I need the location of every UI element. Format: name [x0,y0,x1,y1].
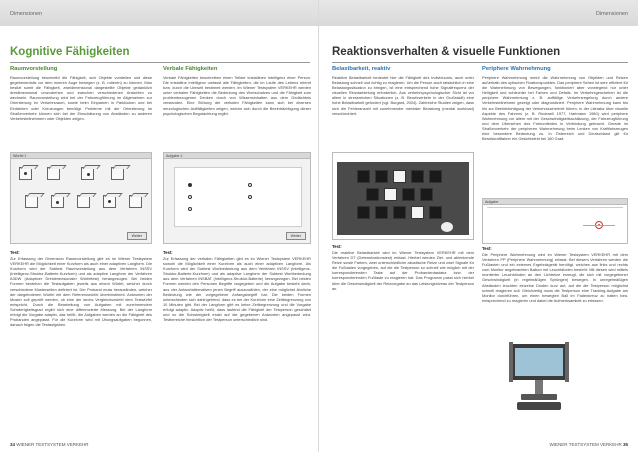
panel-title: Würfel 1 [13,153,27,158]
column-heading: Verbale Fähigkeiten [163,66,218,72]
verbal-test-screenshot [163,152,311,244]
panel-title: Aufgabe 1 [166,153,183,158]
test-label: Test: [163,250,173,255]
answer-cube [25,195,38,208]
column-verbale-faehigkeiten [163,66,311,157]
test-text: Zur Erfassung der Dimension Raumvorstellung gibt es im Wiener Testsystem VERKEHR die Möglichkeit einer Kurzform als auch einer adaptiven Langform. Die Kurzform wird der Subtest Raumvorstellung aus dem Verfahren INSSV (Intelligenz-Struktur-Batterie-Kurzform) und als adaptive Langform der Verfahren A3DW (Adaptiver Dreidimensionaler Würfeltest) herangezogen. Bei beiden Formen bestehen die Testaufgaben jeweils aus einem Würfel, welcher durch verschiedene Musterseiten definiert ist. Der Proband muss herausfinden, welcher der dargebotenen Würfel mit dem Referenzwürfel übereinstimmt. Antworten der Muster soll geprüft werden, ob eine der sechs Vergleichswürfel dem Testwürfel entspricht. Durch die Bearbeitung von Aufgaben mit zunehmendem Schwierigkeitsgrad ergibt sich eine differenzierte Messung. Bei der Langform erfolgt die Vorgabe adaptiv, das heißt, die Aufgaben werden an die Fähigkeit des Probanden angepasst. Für die Kurzform wird mit Übungsaufgaben begonnen, danach folgen die Testaufgaben. [10,256,152,328]
column-heading: Belastbarkeit, reaktiv [332,66,391,72]
divider [10,62,310,63]
section-tag: Dimensionen [595,11,628,17]
right-page [319,0,638,452]
column-text: Raumvorstellung beschreibt die Fähigkeit, sich Objekte vorstellen und diese gegebenenfalls vor dem inneren Auge bewegen (z. B. rotieren) zu können. Man besitzt somit die Fähigkeit, zweidimensional dargestellte Objekte gedanklich dreidimensional umzudrehen und zwischen verschiedenen Ansichten zu wechseln. Raumvorstellung wird bei der Fahrzeugführung im Allgemeinen zur Orientierung im Verkehrsraum, sowie beim Einparken in Parklücken und bei Einfahrten oder Kreuzungen benötigt. Probleme mit der Orientierung im Straßenverkehr können sich bei der Einschätzung von Abständen zu anderen Verkehrsteilnehmern oder Objekten zeigen. [10,75,152,121]
weiter-button[interactable]: Weiter [286,232,306,240]
cube-test-screenshot [10,152,152,244]
panel-title: Aufgabe [485,199,499,204]
test-description-pp [482,246,628,442]
page-title: Reaktionsverhalten & visuelle Funktionen [332,46,561,58]
weiter-button[interactable]: Weiter [127,232,147,240]
page-title: Kognitive Fähigkeiten [10,46,130,58]
answer-cube [77,195,90,208]
divider [332,62,628,63]
test-label: Test: [482,246,492,251]
test-description-verbal [163,250,311,436]
test-description-dt [332,244,474,346]
column-text: Reaktive Belastbarkeit bedeutet hier die Fähigkeit des Individuums, auch unter Belastung schnell und richtig zu reagieren. Um die Person auch tatsächlich in eine Belastungssituation zu bringen, ist eine entsprechend hohe Signalfrequenz der visuellen Reizdarbietung erforderlich. Aus verkehrspsychologischer Sicht ist vor allem in stressreichen Situationen (z. B. Berufsverkehr in der Großstadt) eine hohe Belastbarkeit gefordert (vgl. Burgard, 2004). Zahlreiche Studien zeigen, dass sich die Fehleranzahl mit zunehmender mentaler Belastung (mental workload) verschlechtert. [332,75,474,116]
page-footer: WIENER TESTSYSTEM VERKEHR 35 [549,442,628,447]
test-label: Test: [10,250,20,255]
test-text: Die reaktive Belastbarkeit wird im Wiener Testsystem VERKEHR mit dem Verfahren DT (Determinationstest) erfasst. Hierbei werden Ziel- und ablenkende Reize sowie Farben, zwei unterschiedliche akustische Reize und zwei Signale für die Fußtasten vorgegeben, auf die die Testperson so schnell wie möglich mit der korrespondierenden Taste auf der Probandentastatur bzw. der korrespondierenden Fußtaste zu reagieren hat. Das Programm passt sich hierbei über die Geschwindigkeit der Reizvorgabe an das Leistungsniveau der Testperson an. [332,250,474,291]
test-text: Die Periphere Wahrnehmung wird im Wiener Testsystem VERKEHR mit dem Verfahren PP (Periphere Wahrnehmung) erfasst. Bei diesem Verfahren werden die Fußtasten und ein externes Ergebnisgerät benötigt, welches aus links und rechts vom Monitor angebrachten Balken mit Leuchtdioden besteht. Mit diesen wird mittels montierter Leuchtdioden an den Lichtreize erzeugt, die sich mit vorgegebener Geschwindigkeit (in regelmäßigen Sprüngen) bewegen. In unregelmäßigen Abständen leuchten einzelne Dioden kurz auf, auf die die Testperson möglichst schnell reagieren soll. Gleichzeitig muss die Testperson eine Tracking-Aufgabe am Monitor durchführen, um einen bewegten Ball im Fadenkreuz zu halten bzw. entsprechend zu reagieren und dabei die Aufmerksamkeit zu erfassen. [482,252,628,303]
section-tag: Dimensionen [10,11,43,17]
top-bar [319,0,638,26]
light-signal [441,222,453,232]
test-text: Zur Erfassung der verbalen Fähigkeiten gibt es im Wiener Testsystem VERKEHR sowohl die Möglichkeit einer Kurzform als auch einer adaptiven Langform. Als Kurzform wird der Subtest Wortbedeutung aus dem Verfahren INSSV (Intelligenz-Struktur-Batterie-Kurzform) und als adaptive Langform der Subtest Wortbedeutung aus dem Verfahren INSBAT (Intelligenz-Struktur-Batterie) herangezogen. Bei beiden Formen werden den Personen Begriffe vorgegeben und die Aufgabe besteht darin, aus vier Antwortalternativen jenen Begriff auszuwählen, der eine möglichst ähnliche Bedeutung wie der vorgegebene Anfangsbegriff hat. Die beiden Formen unterscheiden sich dahingehend, dass es bei der Kurzform eine Zeitbegrenzung von 10 Minuten gibt. Bei der Langform gibt es keine Zeitbegrenzung und die Vorgabe erfolgt adaptiv. Adaptiv heißt, dass laufend die Fähigkeit der Testperson geschätzt und so die Schwierigkeit exakt auf die gegebenen Antworten angepasst wird. Testbereiche hinsichtlich der Testperson unterschiedlich sind. [163,256,311,323]
top-bar [0,0,319,26]
reference-cube [47,167,60,180]
column-heading: Periphere Wahrnehmung [482,66,551,72]
test-description-raum [10,250,152,436]
column-belastbarkeit [332,66,474,157]
reference-cube [111,167,124,180]
page-number: 34 [10,442,16,447]
column-text: Periphere Wahrnehmung meint die Wahrnehmung von Objekten und Reizen außerhalb des optischen Fixationspunktes. Das periphere Sehen ist sehr effizient für die Wahrnehmung von Bewegungen, funktioniert aber vorwiegend nur unter Helligkeit und schlechter bei Farben und Details. Im Verkehrsgeschehen ist die periphere Wahrnehmung z. B. auffällige Verkehrsregelung durch andere Verkehrsteilnehmer gezeigt oder diagnostiziert. Periphere Wahrnehmung kann bis hin zur Beeinträchtigung der Verkehrssicherheit führen. In der Literatur über visuelle Aspekte des Fahrens (z. B. Rockwell 1977, Hartmann 1980) wird periphere Wahrnehmung vor allem mit der Geschwindigkeitsschätzung, der Fahrzeugführung und dem Übersehen des Fahrumfeldes in Verbindung gebracht. Gerade im Straßenverkehr der peripheren Wahrnehmung beim Lenken von Kraftfahrzeugen eine besondere Bedeutung zu. In Österreich und Deutschland gilt für Berufskraftfahrer ein Gesichtsfeld bei 160 Grad. [482,75,628,142]
test-label: Test: [332,244,342,249]
peripheral-test-screenshot [482,198,628,244]
determination-test-screenshot [332,152,474,240]
column-heading: Raumvorstellung [10,66,58,72]
page-footer: 34 WIENER TESTSYSTEM VERKEHR [10,442,89,447]
answer-cube [129,195,142,208]
page-number: 35 [622,442,628,447]
column-text: Verbale Fähigkeiten beschreiben einen Teilder kristallinen Intelligenz einer Person. Die kristalline Intelligenz umfasst alle Fähigkeiten, die im Laufe des Lebens erlernt bzw. durch die Umwelt bestimmt werden. Im Wiener Testsystem VERKEHR werden unter verbalen Fähigkeiten die Bedeutung des Wortschatzes und die Fähigkeit zum problembezogenen Denken durch von Wissensinhalten aus dem Gedächtnis verstanden. Eine Störung der verbalen Fähigkeiten kann sich bei diversen neurologischen Auffälligkeiten zeigen, welche sich durch die Beeinträchtigung dieser psychologischen Begutachtung ergibt. [163,75,311,116]
answer-area [174,167,302,227]
column-raumvorstellung [10,66,152,157]
